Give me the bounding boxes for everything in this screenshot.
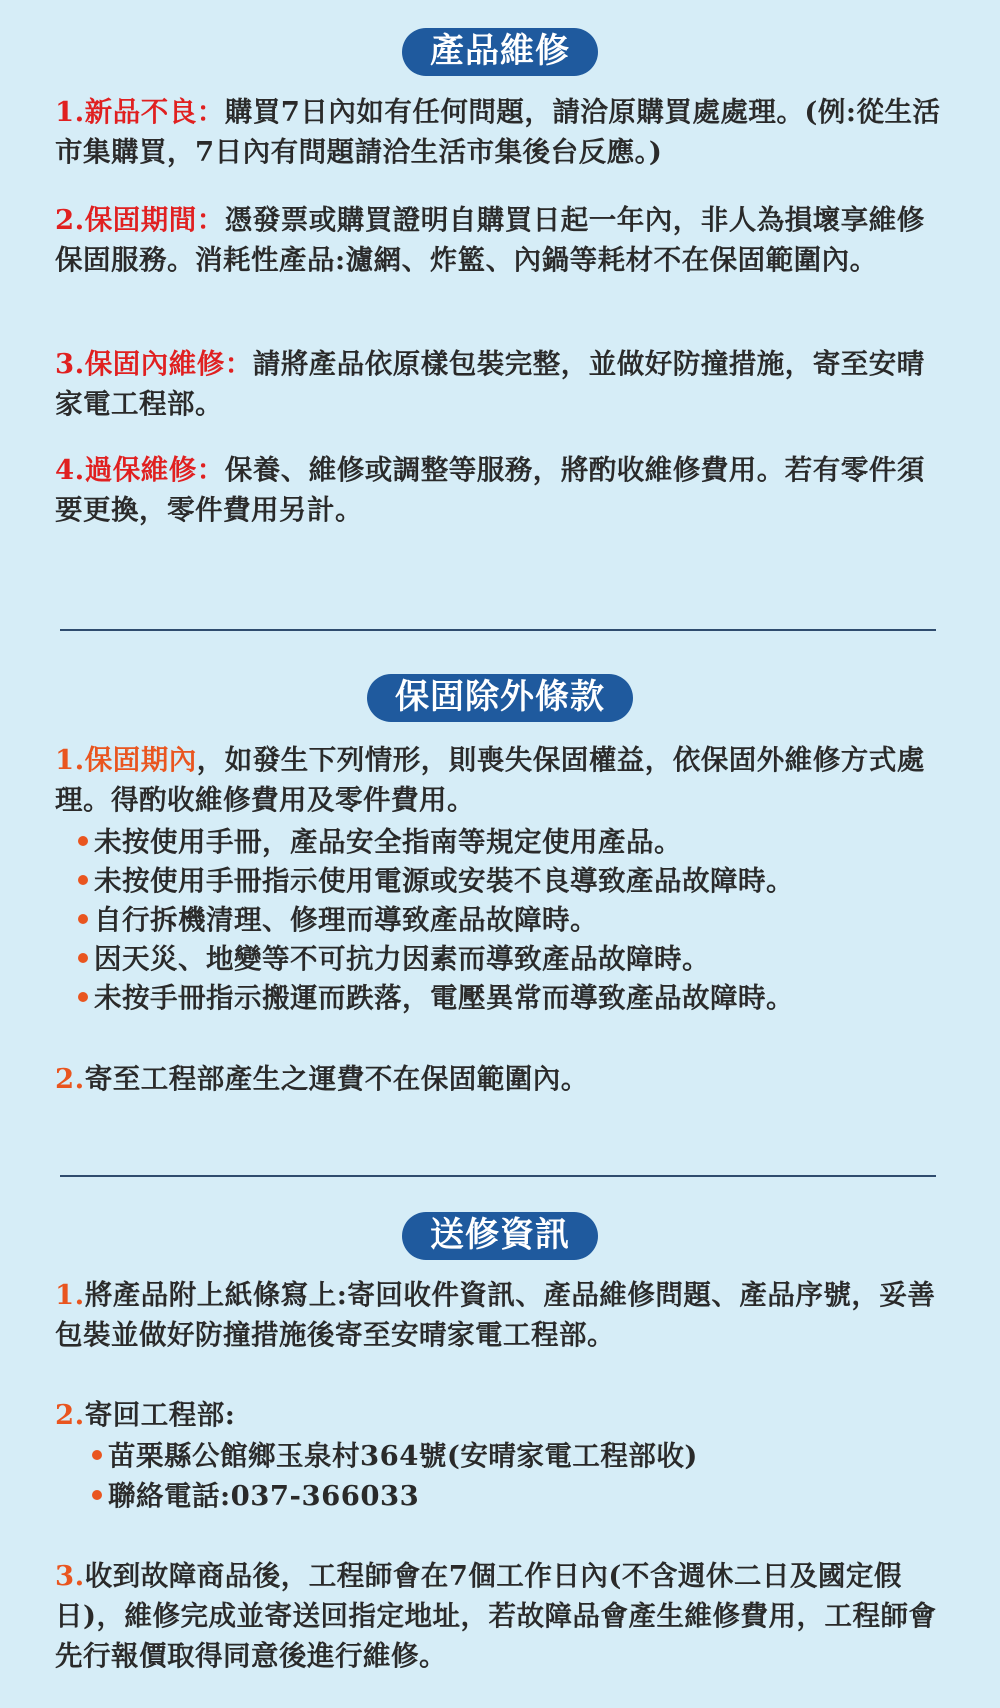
exclusion-bullet: 未按使用手冊指示使用電源或安裝不良導致產品故障時。 [78,861,794,901]
service-item-text: 收到故障商品後，工程師會在7個工作日內(不含週休二日及國定假日)，維修完成並寄送回指定地址，若故障品會產生維修費用，工程師會先行報價取得同意後進行維修。 [55,1560,937,1672]
repair-item-label: 4.過保維修： [55,454,225,486]
repair-item-2 [55,200,945,280]
service-address: 苗栗縣公館鄉玉泉村364號(安晴家電工程部收) [92,1436,698,1476]
repair-item-1 [55,92,945,172]
exclusions-section-title: 保固除外條款 [367,674,633,722]
service-item-1 [55,1275,945,1355]
repair-item-text: 請將產品依原樣包裝完整，並做好防撞措施，寄至安晴家電工程部。 [55,348,925,420]
service-item-2 [55,1395,945,1435]
bullet-dot-icon [78,914,88,924]
service-section-title: 送修資訊 [402,1212,598,1260]
repair-item-text: 購買7日內如有任何問題，請洽原購買處處理。(例:從生活市集購買，7日內有問題請洽生活市集後台反應。) [55,96,941,168]
exclusions-item-1 [55,740,945,820]
exclusion-bullet: 未按手冊指示搬運而跌落，電壓異常而導致產品故障時。 [78,978,794,1018]
exclusions-item-text: ，如發生下列情形，則喪失保固權益，依保固外維修方式處理。得酌收維修費用及零件費用。 [55,744,925,816]
exclusion-bullet: 因天災、地變等不可抗力因素而導致產品故障時。 [78,939,710,979]
section-divider [60,1175,936,1177]
repair-item-3 [55,344,945,424]
repair-item-label: 1.新品不良： [55,96,225,128]
bullet-dot-icon [78,992,88,1002]
service-item-3 [55,1556,945,1676]
repair-item-4 [55,450,945,530]
exclusions-item-number: 2. [55,1063,85,1095]
section-divider [60,629,936,631]
service-item-number: 1. [55,1279,85,1311]
bullet-dot-icon [92,1450,102,1460]
bullet-dot-icon [78,836,88,846]
service-item-text: 寄回工程部: [84,1399,236,1431]
service-item-text: 將產品附上紙條寫上:寄回收件資訊、產品維修問題、產品序號，妥善包裝並做好防撞措施後寄至安晴家電工程部。 [55,1279,936,1351]
repair-item-label: 2.保固期間： [55,204,225,236]
repair-item-label: 3.保固內維修： [55,348,253,380]
repair-section-title: 產品維修 [402,28,598,76]
exclusions-item-2 [55,1059,945,1099]
exclusions-item-text: 寄至工程部產生之運費不在保固範圍內。 [84,1063,589,1095]
bullet-dot-icon [92,1490,102,1500]
exclusion-bullet: 未按使用手冊，產品安全指南等規定使用產品。 [78,822,682,862]
service-item-number: 3. [55,1560,85,1592]
exclusions-item-label: 1.保固期內 [55,744,197,776]
service-phone: 聯絡電話:037-366033 [92,1476,419,1516]
service-item-number: 2. [55,1399,85,1431]
bullet-dot-icon [78,875,88,885]
exclusion-bullet: 自行拆機清理、修理而導致產品故障時。 [78,900,598,940]
repair-item-text: 憑發票或購買證明自購買日起一年內，非人為損壞享維修保固服務。消耗性產品:濾網、炸籃、內鍋等耗材不在保固範圍內。 [55,204,925,276]
bullet-dot-icon [78,953,88,963]
repair-item-text: 保養、維修或調整等服務，將酌收維修費用。若有零件須要更換，零件費用另計。 [55,454,925,526]
